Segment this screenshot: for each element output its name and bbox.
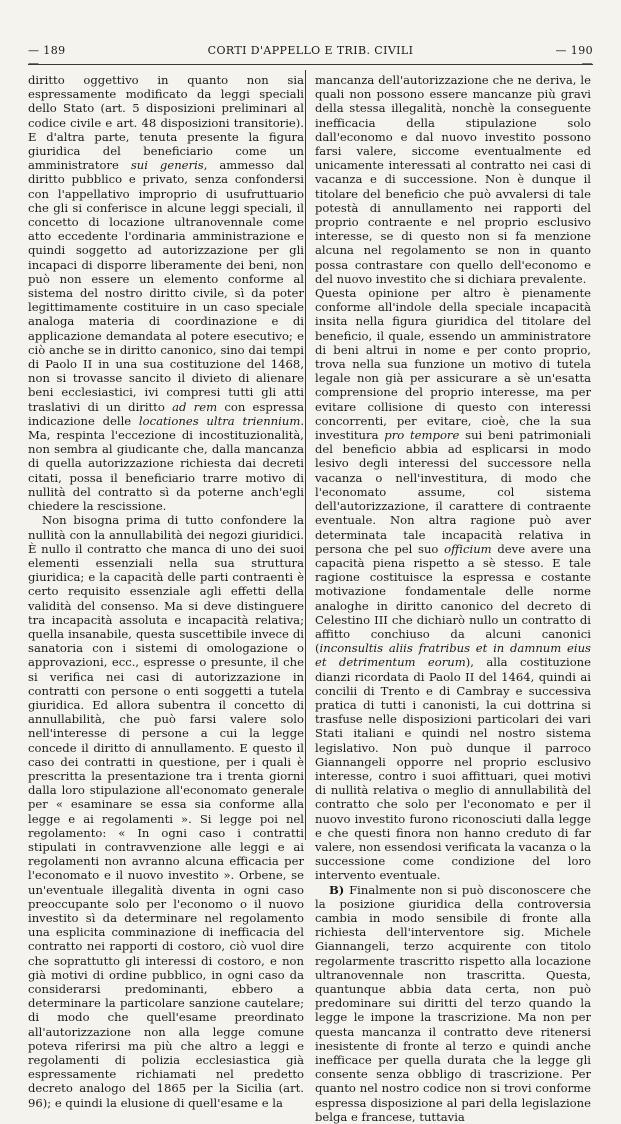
paragraph: Non bisogna prima di tutto confondere la nullità con la annullabilità dei negozi giuridici. È nullo il contratto che manca di uno dei suoi elementi essenziali nella sua struttura giuridica; e la capacità delle parti contraenti è certo requisito essenziale agli effetti della validità del consenso. Ma si deve distinguere tra incapacità assoluta e incapacità relativa; quella insanabile, questa suscettibile invece di sanatoria con i sistemi di omologazione o approvazioni, ecc., espresse o presunte, il che si verifica nei casi di autorizzazione in contratti con persone o enti soggetti a tutela giuridica. Ed allora subentra il concetto di annullabilità, che può farsi valere solo nell'interesse di persone a cui la legge concede il diritto di annullamento. E questo il caso dei contratti in questione, per i quali è prescritta la presentazione tra i trenta giorni dalla loro stipulazione all'economato generale per « esaminare se essa sia conforme alla legge e ai regolamenti ». Si legge poi nel regolamento: « In ogni caso i contratti stipulati in contravvenzione alle leggi e ai regolamenti non avranno alcuna efficacia per l'economato e il nuovo investito ». Orbene, se un'eventuale illegalità diventa in ogni caso preoccupante solo per l'economo o il nuovo investito sì da determinare nel regolamento una esplicita comminazione di inefficacia del contratto nei rapporti di costoro, ciò vuol dire che soprattutto gli interessi di costoro, e non già motivi di ordine pubblico, in ogni caso da considerarsi predominanti, ebbero a determinare la particolare sanzione cautelare; di modo che quell'esame preordinato all'autorizzazione non alla legge comune poteva riferirsi ma più che altro a leggi e regolamenti di polizia ecclesiastica già espressamente richiamati nel predetto decreto analogo del 1865 per la Sicilia (art. 96); e quindi la elusione di quell'esame e la — [28, 513, 304, 1110]
right-column — [315, 73, 591, 1124]
running-header — [28, 44, 593, 62]
header-rule — [28, 64, 593, 65]
left-column — [28, 73, 304, 1110]
paragraph: B) Finalmente non si può disconoscere che la posizione giuridica della controversia cambia in modo sensibile di fronte alla richiesta dell'interventore sig. Michele Giannangeli, terzo acquirente con titolo regolarmente trascritto rispetto alla locazione ultranovennale non trascritta. Questa, quantunque abbia data certa, non può predominare sui diritti del terzo quando la legge le impone la trascrizione. Ma non per questa mancanza il contratto deve ritenersi inesistente di fronte al terzo e quindi anche inefficace per quella durata che la legge gli consente senza obbligo di trascrizione. Per quanto nel nostro codice non si trovi conforme espressa disposizione al pari della legislazione belga e francese, tuttavia — [315, 882, 591, 1124]
section-label: B) — [329, 882, 345, 897]
page-number-left: — 189 — [28, 44, 66, 57]
paragraph: diritto oggettivo in quanto non sia espressamente modificato da leggi speciali dello Stato (art. 5 disposizioni preliminari al codice civile e art. 48 disposizioni transitorie). E d'altra parte, tenuta presente la figura giuridica del beneficiario come un amministratore sui generis, ammesso dal diritto pubblico e privato, senza confondersi con l'appellativo improprio di usufruttuario che gli si conferisce in alcune leggi speciali, il concetto di locazione ultranovennale come atto eccedente l'ordinaria amministrazione e quindi soggetto ad autorizzazione per gli incapaci di disporre liberamente dei beni, non può non essere un elemento conforme al sistema del nostro diritto civile, sì da poter legittimamente costituire in un caso speciale analoga materia di coordinazione e di applicazione demandata al potere esecutivo; e ciò anche se in diritto canonico, sino dai tempi di Paolo II in una sua costituzione del 1468, non si trovasse sancito il divieto di alienare beni ecclesiastici, ivi compresi tutti gli atti traslativi di un diritto ad rem con espressa indicazione delle locationes ultra triennium. Ma, respinta l'eccezione di incostituzionalità, non sembra al giudicante che, dalla mancanza di quella autorizzazione richiesta dai decreti citati, possa il beneficiario trarre motivo di nullità del contratto sì da poterne anch'egli chiedere la rescissione. — [28, 73, 304, 514]
paragraph: mancanza dell'autorizzazione che ne deriva, le quali non possono essere mancanze più gravi della stessa illegalità, nonchè la conseguente inefficacia della stipulazione solo dall'economo e dal nuovo investito possono farsi valere, siccome eventualmente ed unicamente interessati al contratto nei casi di vacanza e di successione. Non è dunque il titolare del beneficio che può avvalersi di tale potestà di annullamento nei rapporti del proprio contraente e nel proprio esclusivo interesse, se di questo non si fa menzione alcuna nel regolamento se non in quanto possa contrastare con quello dell'economo e del nuovo investito che si dichiara prevalente. — [315, 73, 591, 286]
paragraph: Questa opinione per altro è pienamente conforme all'indole della speciale incapacità insita nella figura giuridica del titolare del beneficio, il quale, essendo un amministratore di beni altrui in nome e per conto proprio, trova nella sua funzione un motivo di tutela legale non già per assicurare a sè un'esatta comprensione del proprio interesse, ma per evitare collisione di questo con interessi concorrenti, per evitare, cioè, che la sua investitura pro tempore sui beni patrimoniali del beneficio abbia ad esplicarsi in modo lesivo degli interessi del successore nella vacanza o nell'investitura, di modo che l'economato assume, col sistema dell'autorizzazione, il carattere di contraente eventuale. Non altra ragione può aver determinata tale incapacità relativa in persona che pel suo officium deve avere una capacità piena rispetto a sè stesso. E tale ragione costituisce la espressa e costante motivazione fondamentale delle norme analoghe in diritto canonico del decreto di Celestino III che dichiarò nullo un contratto di affitto conchiuso da alcuni canonici (inconsultis aliis fratribus et in damnum eius et detrimentum eorum), alla costituzione dianzi ricordata di Paolo II del 1464, quindi ai concilii di Trento e di Cambray e successiva pratica di tutti i canonisti, la cui dottrina si trasfuse nelle disposizioni particolari dei vari Stati italiani e quindi nel nostro sistema legislativo. Non può dunque il parroco Giannangeli opporre nel proprio esclusivo interesse, contro i suoi affittuari, quei motivi di nullità relativa o meglio di annullabilità del contratto che solo per l'economato e per il nuovo investito furono riconosciuti dalla legge e che questi finora non hanno creduto di far valere, non essendosi verificata la vacanza o la successione come condizione del loro intervento eventuale. — [315, 286, 591, 883]
page-number-right: — 190 — [555, 44, 593, 57]
column-divider — [305, 70, 306, 840]
running-title: CORTI D'APPELLO E TRIB. CIVILI — [207, 44, 414, 57]
